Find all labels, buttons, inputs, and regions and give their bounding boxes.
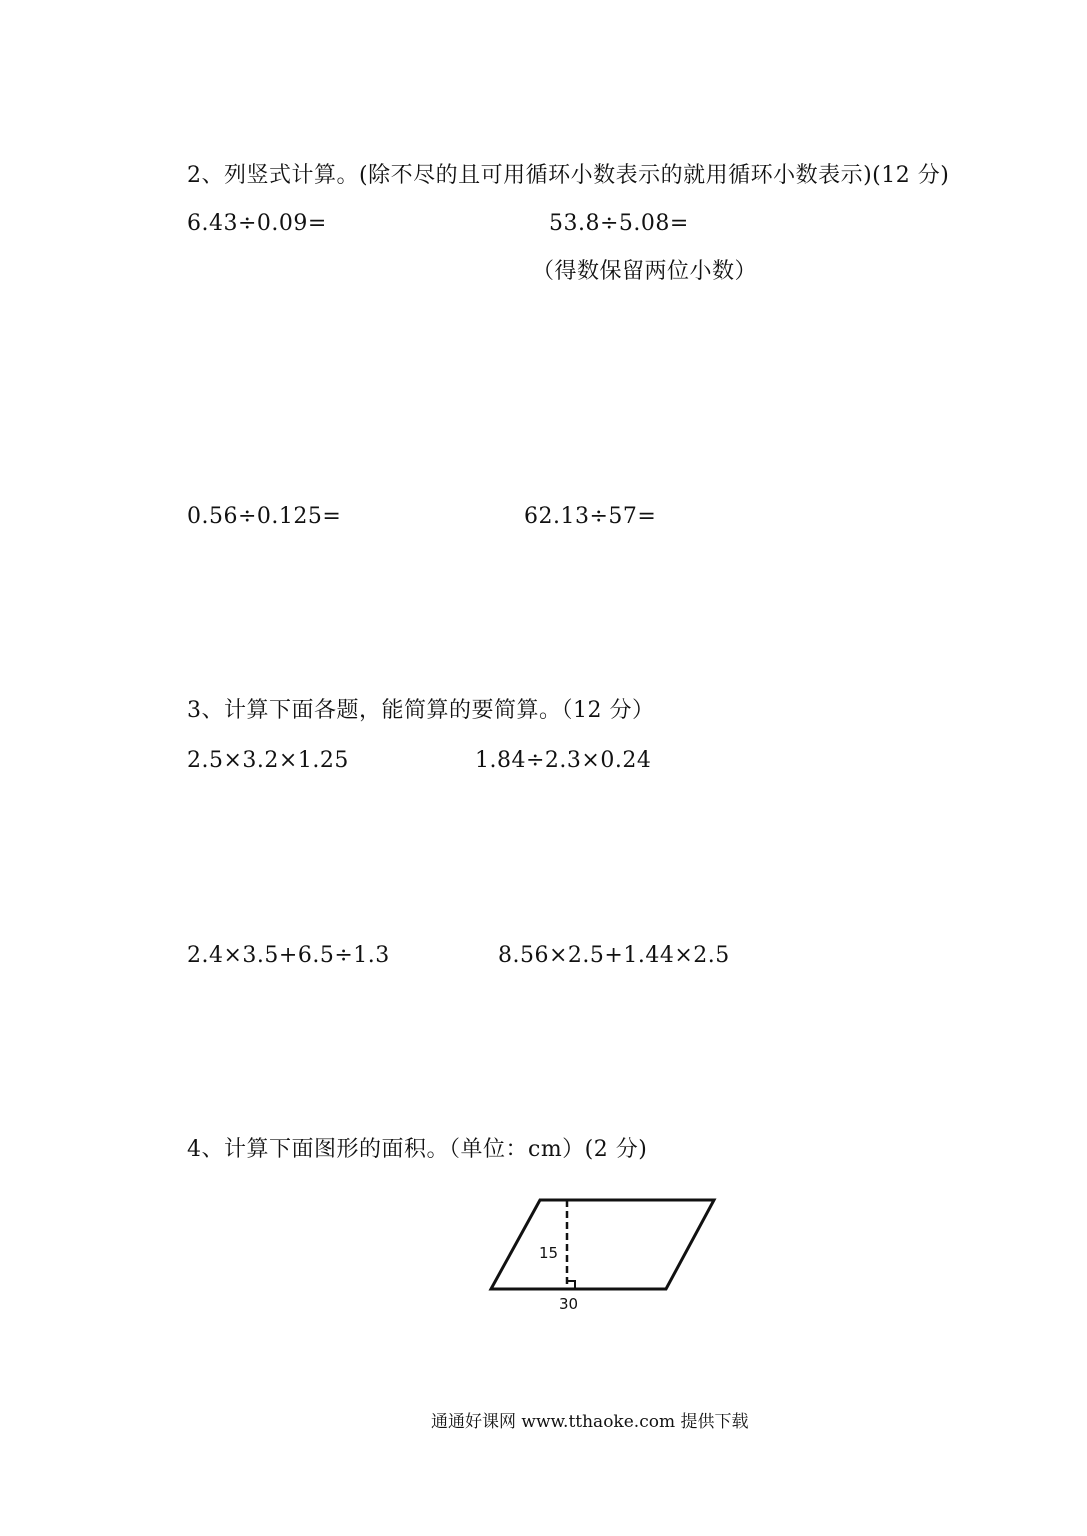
section-2-heading: 2、列竖式计算。(除不尽的且可用循环小数表示的就用循环小数表示)(12 分) — [187, 163, 950, 188]
problem-2-2: 53.8÷5.08= — [549, 211, 689, 236]
problem-3-4: 8.56×2.5+1.44×2.5 — [498, 943, 730, 968]
section-4-heading: 4、计算下面图形的面积。（单位：cm）(2 分) — [187, 1137, 648, 1162]
height-label: 15 — [539, 1244, 559, 1262]
base-label: 30 — [559, 1295, 579, 1313]
problem-3-3: 2.4×3.5+6.5÷1.3 — [187, 943, 390, 968]
parallelogram-diagram — [482, 1192, 732, 1322]
problem-3-2: 1.84÷2.3×0.24 — [475, 748, 652, 773]
problem-2-2-note: （得数保留两位小数） — [532, 259, 758, 284]
section-3-heading: 3、计算下面各题，能简算的要简算。（12 分） — [187, 698, 655, 723]
problem-2-1: 6.43÷0.09= — [187, 211, 327, 236]
problem-2-3: 0.56÷0.125= — [187, 504, 342, 529]
footer-source: 通通好课网 www.tthaoke.com 提供下载 — [431, 1412, 749, 1432]
parallelogram-figure — [482, 1192, 732, 1322]
problem-3-1: 2.5×3.2×1.25 — [187, 748, 349, 773]
parallelogram-outline — [491, 1200, 714, 1289]
problem-2-4: 62.13÷57= — [524, 504, 657, 529]
